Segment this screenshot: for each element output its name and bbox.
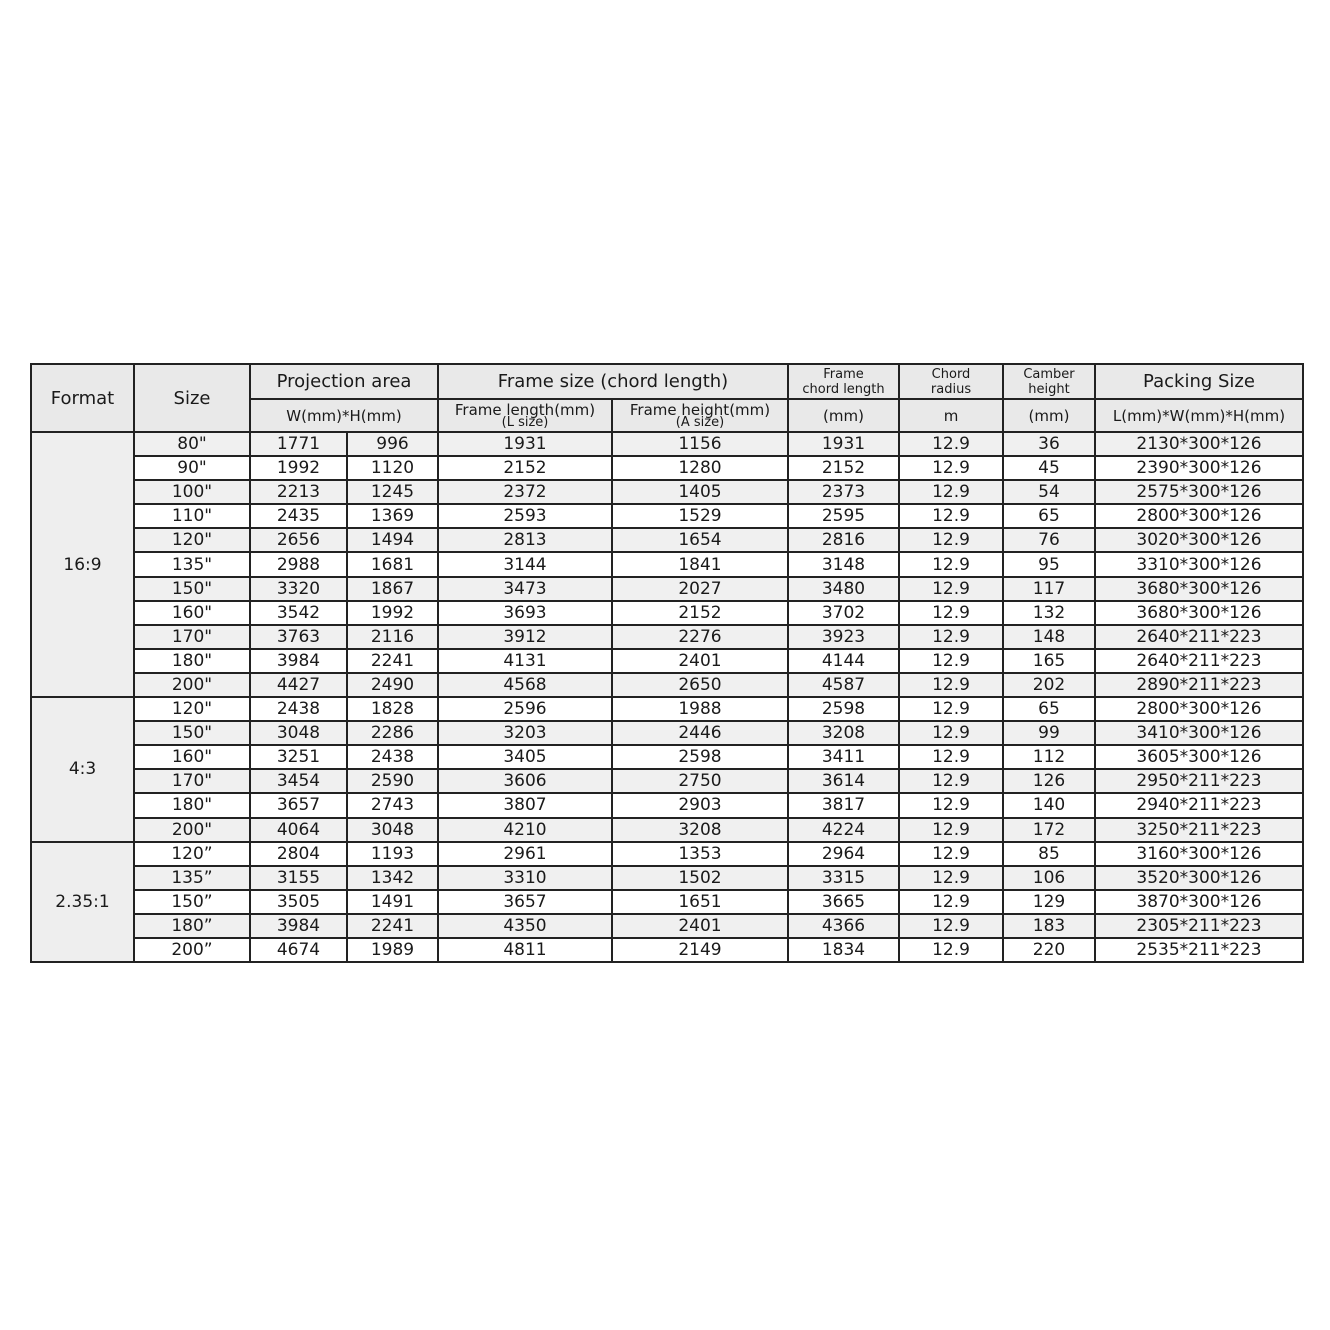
cell-camber-height: 117: [1003, 577, 1095, 601]
cell-height: 2490: [347, 673, 438, 697]
cell-camber-height: 76: [1003, 528, 1095, 552]
header-camber-height-line1: Camber: [1023, 366, 1075, 382]
cell-chord-radius: 12.9: [899, 866, 1003, 890]
cell-frame-height: 3208: [612, 818, 788, 842]
cell-width: 1992: [250, 456, 347, 480]
cell-width: 2988: [250, 552, 347, 576]
table-row: [31, 528, 1303, 552]
cell-width: 3155: [250, 866, 347, 890]
cell-size: 160": [134, 745, 250, 769]
cell-frame-height: 2152: [612, 601, 788, 625]
cell-size: 100": [134, 480, 250, 504]
cell-camber-height: 202: [1003, 673, 1095, 697]
table-row: [31, 504, 1303, 528]
cell-size: 150": [134, 577, 250, 601]
cell-frame-chord-length: 3315: [788, 866, 899, 890]
cell-frame-height: 1405: [612, 480, 788, 504]
cell-frame-length: 3310: [438, 866, 612, 890]
cell-frame-length: 3912: [438, 625, 612, 649]
cell-chord-radius: 12.9: [899, 890, 1003, 914]
format-cell: 2.35:1: [31, 842, 134, 962]
cell-packing-size: 3680*300*126: [1095, 577, 1303, 601]
cell-frame-height: 2750: [612, 769, 788, 793]
cell-frame-height: 2149: [612, 938, 788, 962]
header-frame-length: [438, 399, 612, 432]
cell-height: 2116: [347, 625, 438, 649]
cell-height: 2241: [347, 649, 438, 673]
cell-packing-size: 3310*300*126: [1095, 552, 1303, 576]
cell-height: 1369: [347, 504, 438, 528]
cell-camber-height: 36: [1003, 432, 1095, 456]
cell-height: 1494: [347, 528, 438, 552]
table-row: [31, 938, 1303, 962]
cell-camber-height: 148: [1003, 625, 1095, 649]
table-row: [31, 793, 1303, 817]
cell-frame-height: 1529: [612, 504, 788, 528]
cell-chord-radius: 12.9: [899, 504, 1003, 528]
cell-size: 160": [134, 601, 250, 625]
cell-frame-chord-length: 3480: [788, 577, 899, 601]
table-row: [31, 601, 1303, 625]
cell-frame-length: 4811: [438, 938, 612, 962]
cell-chord-radius: 12.9: [899, 745, 1003, 769]
cell-height: 1120: [347, 456, 438, 480]
cell-packing-size: 2305*211*223: [1095, 914, 1303, 938]
cell-size: 180": [134, 793, 250, 817]
cell-width: 3657: [250, 793, 347, 817]
cell-camber-height: 65: [1003, 697, 1095, 721]
table-row: [31, 866, 1303, 890]
cell-height: 2286: [347, 721, 438, 745]
cell-camber-height: 65: [1003, 504, 1095, 528]
cell-frame-length: 3405: [438, 745, 612, 769]
cell-chord-radius: 12.9: [899, 721, 1003, 745]
cell-frame-chord-length: 2152: [788, 456, 899, 480]
cell-frame-height: 2276: [612, 625, 788, 649]
cell-width: 3505: [250, 890, 347, 914]
cell-chord-radius: 12.9: [899, 432, 1003, 456]
table-row: [31, 842, 1303, 866]
cell-camber-height: 54: [1003, 480, 1095, 504]
cell-frame-height: 2650: [612, 673, 788, 697]
cell-camber-height: 183: [1003, 914, 1095, 938]
cell-height: 1992: [347, 601, 438, 625]
cell-size: 150": [134, 721, 250, 745]
cell-size: 110": [134, 504, 250, 528]
cell-height: 996: [347, 432, 438, 456]
cell-packing-size: 2390*300*126: [1095, 456, 1303, 480]
cell-width: 3984: [250, 914, 347, 938]
table-row: [31, 745, 1303, 769]
table-row: [31, 649, 1303, 673]
cell-size: 170": [134, 769, 250, 793]
cell-chord-radius: 12.9: [899, 456, 1003, 480]
cell-frame-length: 4568: [438, 673, 612, 697]
cell-frame-height: 2903: [612, 793, 788, 817]
cell-frame-chord-length: 3411: [788, 745, 899, 769]
cell-frame-length: 2961: [438, 842, 612, 866]
table-row: [31, 432, 1303, 456]
cell-packing-size: 3680*300*126: [1095, 601, 1303, 625]
cell-camber-height: 140: [1003, 793, 1095, 817]
cell-frame-chord-length: 2595: [788, 504, 899, 528]
cell-frame-length: 3144: [438, 552, 612, 576]
cell-frame-length: 3606: [438, 769, 612, 793]
cell-chord-radius: 12.9: [899, 577, 1003, 601]
cell-height: 2438: [347, 745, 438, 769]
header-size: Size: [134, 364, 250, 432]
header-chord-radius-line2: radius: [930, 381, 972, 397]
cell-frame-chord-length: 4366: [788, 914, 899, 938]
cell-width: 2656: [250, 528, 347, 552]
cell-frame-chord-length: 3208: [788, 721, 899, 745]
cell-packing-size: 2890*211*223: [1095, 673, 1303, 697]
cell-frame-height: 1988: [612, 697, 788, 721]
table-header: [31, 364, 1303, 432]
header-chord-radius-line1: Chord: [931, 366, 971, 382]
cell-height: 1245: [347, 480, 438, 504]
cell-camber-height: 45: [1003, 456, 1095, 480]
cell-frame-chord-length: 3817: [788, 793, 899, 817]
cell-chord-radius: 12.9: [899, 818, 1003, 842]
cell-width: 1771: [250, 432, 347, 456]
table-row: [31, 818, 1303, 842]
table-body: [31, 432, 1303, 962]
format-cell: 4:3: [31, 697, 134, 842]
cell-chord-radius: 12.9: [899, 769, 1003, 793]
cell-frame-chord-length: 3702: [788, 601, 899, 625]
cell-width: 4427: [250, 673, 347, 697]
cell-width: 3251: [250, 745, 347, 769]
cell-width: 2438: [250, 697, 347, 721]
cell-width: 4674: [250, 938, 347, 962]
header-packing-size-unit: L(mm)*W(mm)*H(mm): [1095, 399, 1303, 432]
cell-width: 3048: [250, 721, 347, 745]
cell-width: 2435: [250, 504, 347, 528]
cell-chord-radius: 12.9: [899, 793, 1003, 817]
cell-width: 2213: [250, 480, 347, 504]
cell-camber-height: 126: [1003, 769, 1095, 793]
cell-width: 2804: [250, 842, 347, 866]
cell-size: 90": [134, 456, 250, 480]
format-cell: 16:9: [31, 432, 134, 697]
cell-chord-radius: 12.9: [899, 528, 1003, 552]
cell-frame-length: 2813: [438, 528, 612, 552]
header-camber-height: [1003, 364, 1095, 399]
table-row: [31, 914, 1303, 938]
header-frame-height: [612, 399, 788, 432]
cell-packing-size: 3870*300*126: [1095, 890, 1303, 914]
cell-frame-length: 2152: [438, 456, 612, 480]
table-row: [31, 456, 1303, 480]
cell-frame-length: 4210: [438, 818, 612, 842]
table-row: [31, 552, 1303, 576]
cell-camber-height: 165: [1003, 649, 1095, 673]
cell-height: 2241: [347, 914, 438, 938]
cell-frame-chord-length: 4144: [788, 649, 899, 673]
cell-size: 200": [134, 818, 250, 842]
cell-camber-height: 172: [1003, 818, 1095, 842]
header-chord-radius: [899, 364, 1003, 399]
header-frame-chord-length: [788, 364, 899, 399]
header-frame-chord-length-line2: chord length: [802, 381, 885, 397]
cell-frame-height: 1280: [612, 456, 788, 480]
cell-frame-height: 1651: [612, 890, 788, 914]
cell-frame-chord-length: 1834: [788, 938, 899, 962]
table-row: [31, 625, 1303, 649]
cell-size: 170": [134, 625, 250, 649]
projection-screen-spec-table: [30, 363, 1304, 963]
cell-height: 2590: [347, 769, 438, 793]
cell-packing-size: 2950*211*223: [1095, 769, 1303, 793]
cell-frame-height: 1841: [612, 552, 788, 576]
cell-frame-length: 1931: [438, 432, 612, 456]
spec-table-container: [30, 363, 1302, 963]
cell-chord-radius: 12.9: [899, 938, 1003, 962]
cell-size: 200”: [134, 938, 250, 962]
cell-camber-height: 95: [1003, 552, 1095, 576]
header-frame-height-label: Frame height(mm): [629, 400, 771, 419]
cell-frame-height: 2401: [612, 649, 788, 673]
cell-packing-size: 3520*300*126: [1095, 866, 1303, 890]
cell-frame-length: 3693: [438, 601, 612, 625]
cell-frame-chord-length: 2964: [788, 842, 899, 866]
cell-frame-height: 2446: [612, 721, 788, 745]
cell-packing-size: 2575*300*126: [1095, 480, 1303, 504]
header-camber-height-line2: height: [1028, 381, 1070, 397]
table-row: [31, 890, 1303, 914]
cell-frame-height: 2598: [612, 745, 788, 769]
cell-size: 200": [134, 673, 250, 697]
cell-frame-height: 1353: [612, 842, 788, 866]
header-format: Format: [31, 364, 134, 432]
cell-chord-radius: 12.9: [899, 697, 1003, 721]
cell-packing-size: 2940*211*223: [1095, 793, 1303, 817]
cell-size: 135": [134, 552, 250, 576]
cell-size: 120": [134, 697, 250, 721]
cell-frame-length: 3473: [438, 577, 612, 601]
cell-width: 3542: [250, 601, 347, 625]
cell-frame-length: 2372: [438, 480, 612, 504]
cell-size: 135”: [134, 866, 250, 890]
cell-packing-size: 2130*300*126: [1095, 432, 1303, 456]
table-row: [31, 480, 1303, 504]
cell-frame-length: 3203: [438, 721, 612, 745]
cell-frame-height: 2401: [612, 914, 788, 938]
cell-width: 4064: [250, 818, 347, 842]
cell-frame-height: 1156: [612, 432, 788, 456]
cell-frame-chord-length: 3923: [788, 625, 899, 649]
cell-width: 3454: [250, 769, 347, 793]
cell-size: 150”: [134, 890, 250, 914]
cell-height: 1828: [347, 697, 438, 721]
cell-packing-size: 2640*211*223: [1095, 625, 1303, 649]
cell-chord-radius: 12.9: [899, 625, 1003, 649]
cell-size: 180": [134, 649, 250, 673]
header-frame-length-label: Frame length(mm): [454, 400, 596, 419]
cell-frame-chord-length: 3614: [788, 769, 899, 793]
cell-chord-radius: 12.9: [899, 552, 1003, 576]
header-frame-chord-length-line1: Frame: [823, 366, 864, 382]
cell-size: 180”: [134, 914, 250, 938]
header-projection-area-unit: W(mm)*H(mm): [250, 399, 438, 432]
cell-packing-size: 2535*211*223: [1095, 938, 1303, 962]
cell-size: 80": [134, 432, 250, 456]
cell-camber-height: 112: [1003, 745, 1095, 769]
cell-width: 3984: [250, 649, 347, 673]
cell-frame-length: 4131: [438, 649, 612, 673]
table-row: [31, 697, 1303, 721]
table-row: [31, 577, 1303, 601]
cell-height: 1342: [347, 866, 438, 890]
cell-frame-length: 2596: [438, 697, 612, 721]
header-frame-length-sub: (L size): [501, 414, 549, 430]
cell-frame-length: 4350: [438, 914, 612, 938]
cell-frame-chord-length: 4224: [788, 818, 899, 842]
header-camber-height-unit: (mm): [1003, 399, 1095, 432]
cell-packing-size: 2800*300*126: [1095, 697, 1303, 721]
cell-chord-radius: 12.9: [899, 914, 1003, 938]
cell-frame-chord-length: 2816: [788, 528, 899, 552]
cell-frame-chord-length: 2373: [788, 480, 899, 504]
cell-packing-size: 2640*211*223: [1095, 649, 1303, 673]
cell-chord-radius: 12.9: [899, 601, 1003, 625]
cell-height: 1491: [347, 890, 438, 914]
cell-height: 3048: [347, 818, 438, 842]
cell-packing-size: 3410*300*126: [1095, 721, 1303, 745]
cell-height: 1989: [347, 938, 438, 962]
cell-frame-chord-length: 4587: [788, 673, 899, 697]
header-frame-height-sub: (A size): [675, 414, 725, 430]
header-packing-size: Packing Size: [1095, 364, 1303, 399]
cell-height: 1867: [347, 577, 438, 601]
table-row: [31, 673, 1303, 697]
cell-frame-length: 3807: [438, 793, 612, 817]
cell-frame-height: 1502: [612, 866, 788, 890]
cell-chord-radius: 12.9: [899, 480, 1003, 504]
cell-chord-radius: 12.9: [899, 842, 1003, 866]
cell-frame-chord-length: 3148: [788, 552, 899, 576]
cell-height: 2743: [347, 793, 438, 817]
header-projection-area: Projection area: [250, 364, 438, 399]
header-frame-chord-length-unit: (mm): [788, 399, 899, 432]
cell-frame-height: 1654: [612, 528, 788, 552]
cell-frame-chord-length: 2598: [788, 697, 899, 721]
cell-size: 120": [134, 528, 250, 552]
cell-chord-radius: 12.9: [899, 673, 1003, 697]
cell-size: 120”: [134, 842, 250, 866]
cell-chord-radius: 12.9: [899, 649, 1003, 673]
header-chord-radius-unit: m: [899, 399, 1003, 432]
cell-frame-chord-length: 1931: [788, 432, 899, 456]
cell-camber-height: 99: [1003, 721, 1095, 745]
table-row: [31, 769, 1303, 793]
cell-packing-size: 3605*300*126: [1095, 745, 1303, 769]
cell-frame-chord-length: 3665: [788, 890, 899, 914]
cell-packing-size: 2800*300*126: [1095, 504, 1303, 528]
cell-camber-height: 85: [1003, 842, 1095, 866]
cell-width: 3763: [250, 625, 347, 649]
header-frame-size: Frame size (chord length): [438, 364, 788, 399]
cell-height: 1681: [347, 552, 438, 576]
cell-frame-length: 3657: [438, 890, 612, 914]
cell-frame-height: 2027: [612, 577, 788, 601]
cell-camber-height: 129: [1003, 890, 1095, 914]
cell-packing-size: 3250*211*223: [1095, 818, 1303, 842]
cell-camber-height: 220: [1003, 938, 1095, 962]
cell-packing-size: 3160*300*126: [1095, 842, 1303, 866]
cell-width: 3320: [250, 577, 347, 601]
cell-frame-length: 2593: [438, 504, 612, 528]
cell-height: 1193: [347, 842, 438, 866]
cell-camber-height: 106: [1003, 866, 1095, 890]
cell-camber-height: 132: [1003, 601, 1095, 625]
table-row: [31, 721, 1303, 745]
cell-packing-size: 3020*300*126: [1095, 528, 1303, 552]
